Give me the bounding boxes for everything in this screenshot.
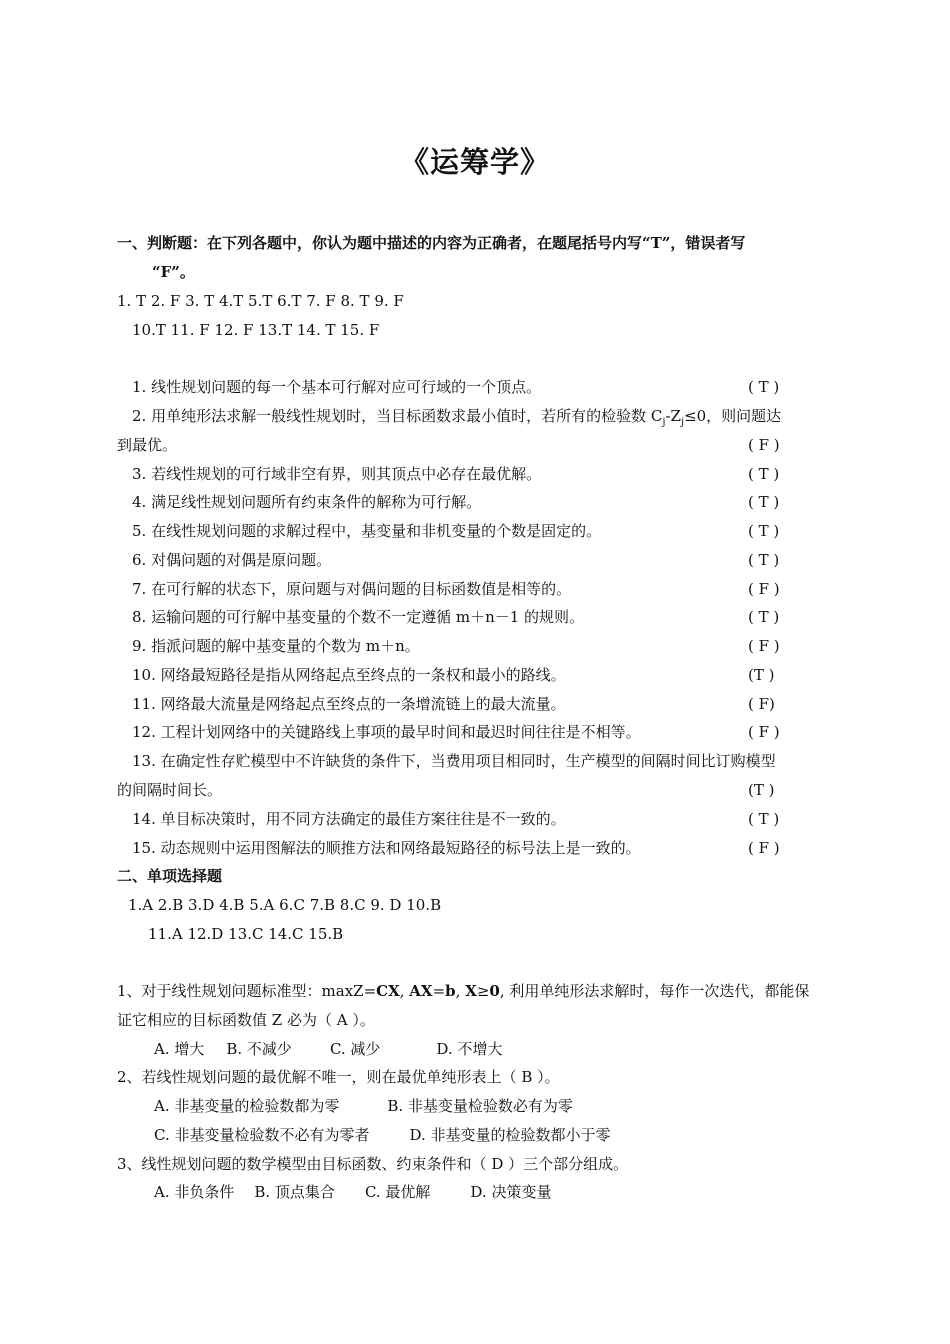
tf-question-10: 10. 网络最短路径是指从网络起点至终点的一条权和最小的路线。 [132, 666, 566, 684]
tf-answer-8: ( T ) [748, 608, 780, 626]
section1-heading: 一、判断题：在下列各题中，你认为题中描述的内容为正确者，在题尾括号内写“T”，错误者写 [117, 234, 746, 252]
mc-question-3: 3、线性规划问题的数学模型由目标函数、约束条件和（ D ）三个部分组成。 [117, 1155, 629, 1173]
tf-question-9: 9. 指派问题的解中基变量的个数为 m＋n。 [132, 637, 420, 655]
tf-question-8: 8. 运输问题的可行解中基变量的个数不一定遵循 m＋n－1 的规则。 [132, 608, 585, 626]
mc-q3-option-b: B. 顶点集合 [254, 1183, 335, 1201]
mc-q2-option-c: C. 非基变量检验数不必有为零者 [154, 1126, 370, 1144]
mc-q1-option-d: D. 不增大 [436, 1040, 503, 1058]
mc-question-3-options [154, 1182, 577, 1202]
tf-question-13: 13. 在确定性存贮模型中不许缺货的条件下，当费用项目相同时，生产模型的间隔时间比订购模型 [132, 752, 776, 770]
tf-answer-9: ( F ) [748, 637, 780, 655]
tf-question-15: 15. 动态规则中运用图解法的顺推方法和网络最短路径的标号法上是一致的。 [132, 839, 641, 857]
tf-question-13-cont: 的间隔时间长。 [117, 781, 223, 799]
mc-q3-option-d: D. 决策变量 [470, 1183, 552, 1201]
tf-question-2-cont: 到最优。 [117, 436, 178, 454]
tf-answer-2: ( F ) [748, 436, 780, 454]
mc-q1-option-b: B. 不减少 [226, 1040, 292, 1058]
mc-question-2: 2、若线性规划问题的最优解不唯一，则在最优单纯形表上（ B ）。 [117, 1068, 560, 1086]
tf-question-14: 14. 单目标决策时，用不同方法确定的最佳方案往往是不一致的。 [132, 810, 566, 828]
mc-q3-option-a: A. 非负条件 [154, 1183, 235, 1201]
tf-answer-3: ( T ) [748, 465, 780, 483]
mc-q1-option-c: C. 减少 [329, 1040, 381, 1058]
tf-answer-1: ( T ) [748, 378, 780, 396]
mc-q1-option-a: A. 增大 [154, 1040, 205, 1058]
mc-question-2-options-row2 [154, 1125, 637, 1145]
tf-question-5: 5. 在线性规划问题的求解过程中，基变量和非机变量的个数是固定的。 [132, 522, 602, 540]
tf-question-7: 7. 在可行解的状态下，原问题与对偶问题的目标函数值是相等的。 [132, 580, 572, 598]
tf-answer-5: ( T ) [748, 522, 780, 540]
tf-answer-15: ( F ) [748, 839, 780, 857]
section1-answers-line1: 1. T 2. F 3. T 4.T 5.T 6.T 7. F 8. T 9. F [117, 292, 404, 310]
document-title: 《运筹学》 [399, 145, 550, 179]
mc-question-2-options-row1 [154, 1096, 599, 1116]
mc-q2-option-d: D. 非基变量的检验数都小于零 [409, 1126, 611, 1144]
section1-answers-line2: 10.T 11. F 12. F 13.T 14. T 15. F [132, 321, 380, 339]
mc-question-1-options [154, 1039, 528, 1059]
mc-question-1: 1、对于线性规划问题标准型：maxZ=CX, AX=b, X≥0, 利用单纯形法求解时，每作一次迭代，都能保 [117, 982, 810, 1000]
tf-answer-14: ( T ) [748, 810, 780, 828]
tf-question-12: 12. 工程计划网络中的关键路线上事项的最早时间和最迟时间往往是不相等。 [132, 723, 641, 741]
tf-answer-10: (T ) [748, 666, 775, 684]
tf-answer-6: ( T ) [748, 551, 780, 569]
mc-question-1-cont: 证它相应的目标函数值 Z 必为（ A ）。 [117, 1011, 375, 1029]
tf-question-1: 1. 线性规划问题的每一个基本可行解对应可行域的一个顶点。 [132, 378, 542, 396]
section2-heading: 二、单项选择题 [117, 867, 223, 885]
mc-q2-option-b: B. 非基变量检验数必有为零 [387, 1097, 573, 1115]
tf-question-2: 2. 用单纯形法求解一般线性规划时，当目标函数求最小值时，若所有的检验数 $C_j-Z_j\le 0$，则问题达 [132, 407, 782, 428]
tf-answer-13: (T ) [748, 781, 775, 799]
mc-q3-option-c: C. 最优解 [364, 1183, 431, 1201]
section1-heading-cont: “F”。 [152, 263, 195, 281]
section2-answers-line2: 11.A 12.D 13.C 14.C 15.B [148, 925, 344, 943]
tf-answer-7: ( F ) [748, 580, 780, 598]
tf-question-4: 4. 满足线性规划问题所有约束条件的解称为可行解。 [132, 493, 482, 511]
tf-answer-11: ( F) [748, 695, 775, 713]
tf-answer-4: ( T ) [748, 493, 780, 511]
tf-question-11: 11. 网络最大流量是网络起点至终点的一条增流链上的最大流量。 [132, 695, 566, 713]
mc-q2-option-a: A. 非基变量的检验数都为零 [154, 1097, 340, 1115]
section2-answers-line1: 1.A 2.B 3.D 4.B 5.A 6.C 7.B 8.C 9. D 10.B [128, 896, 442, 914]
tf-question-3: 3. 若线性规划的可行域非空有界，则其顶点中必存在最优解。 [132, 465, 542, 483]
tf-question-6: 6. 对偶问题的对偶是原问题。 [132, 551, 332, 569]
tf-answer-12: ( F ) [748, 723, 780, 741]
